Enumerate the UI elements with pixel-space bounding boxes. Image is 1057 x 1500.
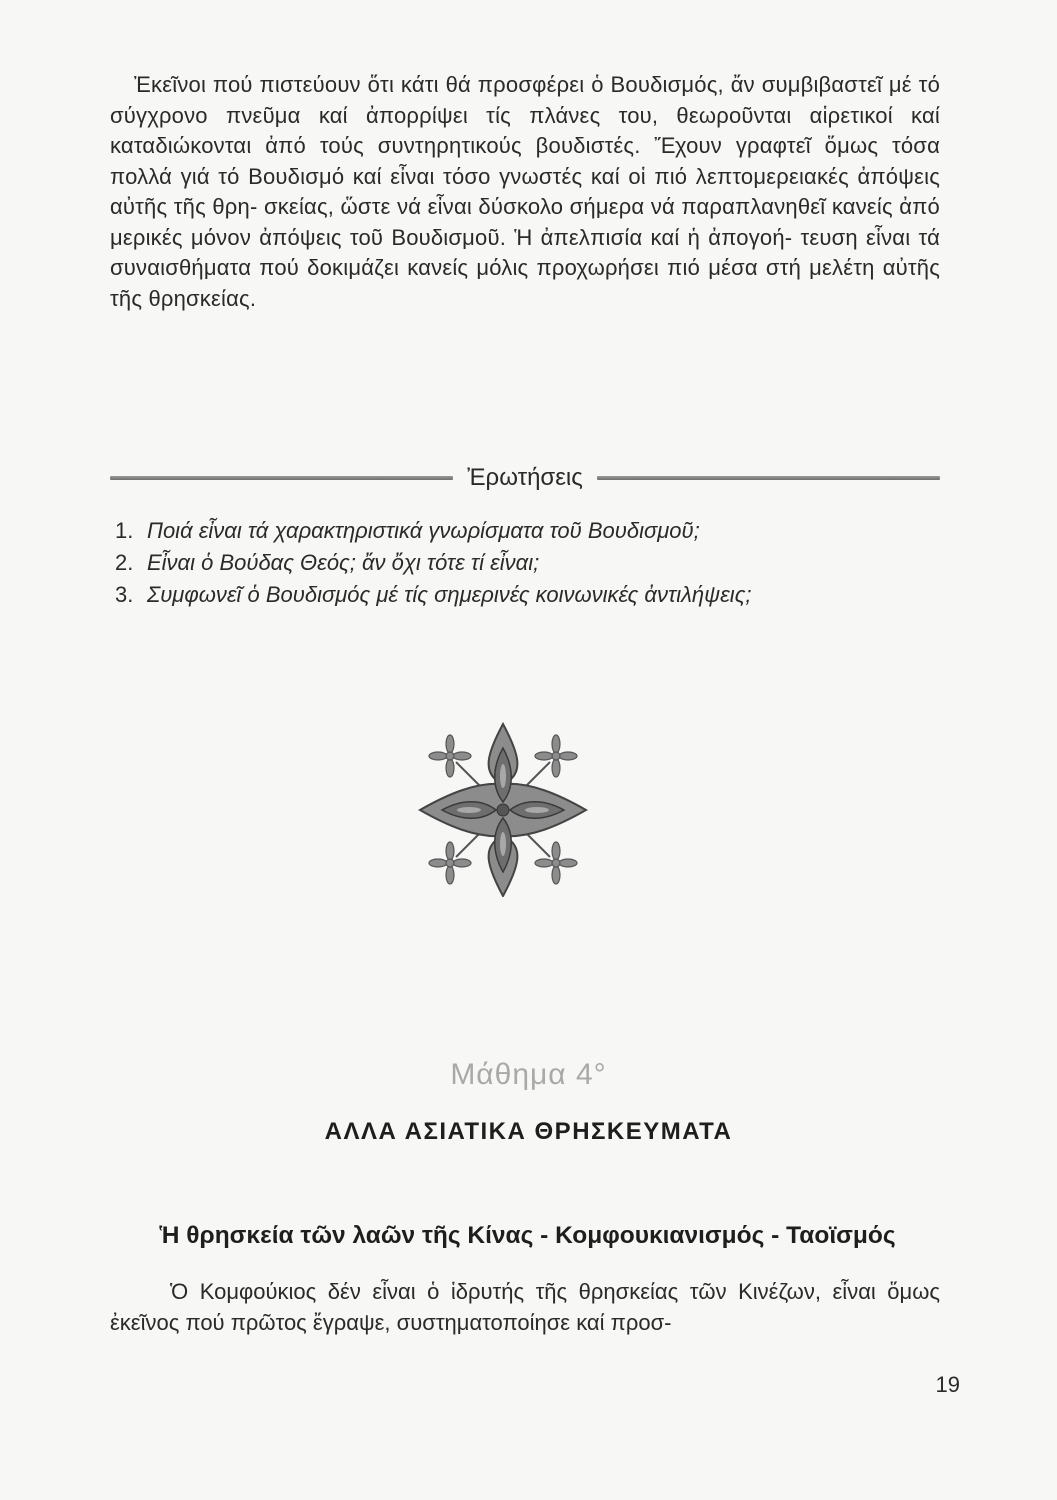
cross-flower-ornament-icon xyxy=(418,722,588,897)
chapter-title: ΑΛΛΑ ΑΣΙΑΤΙΚΑ ΘΡΗΣΚΕΥΜΑΤΑ xyxy=(324,1118,733,1145)
lesson-number: Μάθημα 4° xyxy=(450,1058,607,1091)
questions-rule-left xyxy=(110,476,453,480)
section-heading: Ἡ θρησκεία τῶν λαῶν τῆς Κίνας - Κομφουκιανισμός - Ταοϊσμός xyxy=(159,1222,896,1249)
question-number: 3. xyxy=(115,582,134,607)
intro-line-5: εἶναι τόσο γνωστές καί οἱ πιό λεπτομερειακές ἀπόψεις αὐτῆς τῆς θρη- xyxy=(110,163,940,219)
questions-title: Ἐρωτήσεις xyxy=(467,464,583,491)
page-number: 19 xyxy=(935,1372,960,1397)
intro-paragraph xyxy=(110,70,940,314)
intro-line-6: σκείας, ὥστε νά εἶναι δύσκολο σήμερα νά παραπλανηθεῖ κανείς ἀπό xyxy=(263,194,940,219)
question-text: Ποιά εἶναι τά χαρακτηριστικά γνωρίσματα τοῦ Βουδισμοῦ; xyxy=(147,518,700,543)
body-line-1: Ὁ Κομφούκιος δέν εἶναι ὁ ἱδρυτής τῆς θρησκείας τῶν Κινέζων, xyxy=(170,1279,821,1304)
question-text: Εἶναι ὁ Βούδας Θεός; ἄν ὄχι τότε τί εἶναι; xyxy=(147,550,540,575)
intro-line-9: πιό μέσα στή μελέτη αὐτῆς τῆς θρησκείας. xyxy=(110,255,941,311)
questions-rule-right xyxy=(597,476,940,480)
intro-line-1: Ἐκεῖνοι πού πιστεύουν ὅτι κάτι θά προσφέρει ὁ Βουδισμός, ἄν xyxy=(134,72,755,97)
body-paragraph xyxy=(110,1276,940,1338)
questions-header xyxy=(110,458,940,498)
body-line-2: εἶναι ὅμως ἐκεῖνος πού πρῶτος ἔγραψε, συστηματοποίησε καί προσ- xyxy=(110,1279,940,1335)
intro-line-3: θεωροῦνται αἱρετικοί καί καταδιώκονται ἀπό τούς συντηρητικούς xyxy=(110,102,940,158)
intro-line-4: βουδιστές. Ἔχουν γραφτεῖ ὅμως τόσα πολλά γιά τό Βουδισμό καί xyxy=(110,133,941,189)
question-item xyxy=(115,547,935,579)
question-item xyxy=(115,579,935,611)
intro-line-8: τευση εἶναι τά συναισθήματα πού δοκιμάζει κανείς μόλις προχωρήσει xyxy=(110,224,940,280)
questions-list xyxy=(115,515,935,611)
question-text: Συμφωνεῖ ὁ Βουδισμός μέ τίς σημερινές κοινωνικές ἀντιλήψεις; xyxy=(147,582,752,607)
intro-line-7: μερικές μόνον ἀπόψεις τοῦ Βουδισμοῦ. Ἡ ἀπελπισία καί ἡ ἀπογοή- xyxy=(110,224,793,250)
question-number: 2. xyxy=(115,550,134,575)
question-number: 1. xyxy=(115,518,134,543)
question-item xyxy=(115,515,935,547)
intro-line-2: συμβιβαστεῖ μέ τό σύγχρονο πνεῦμα καί ἀπορρίψει τίς πλάνες του, xyxy=(110,72,941,128)
